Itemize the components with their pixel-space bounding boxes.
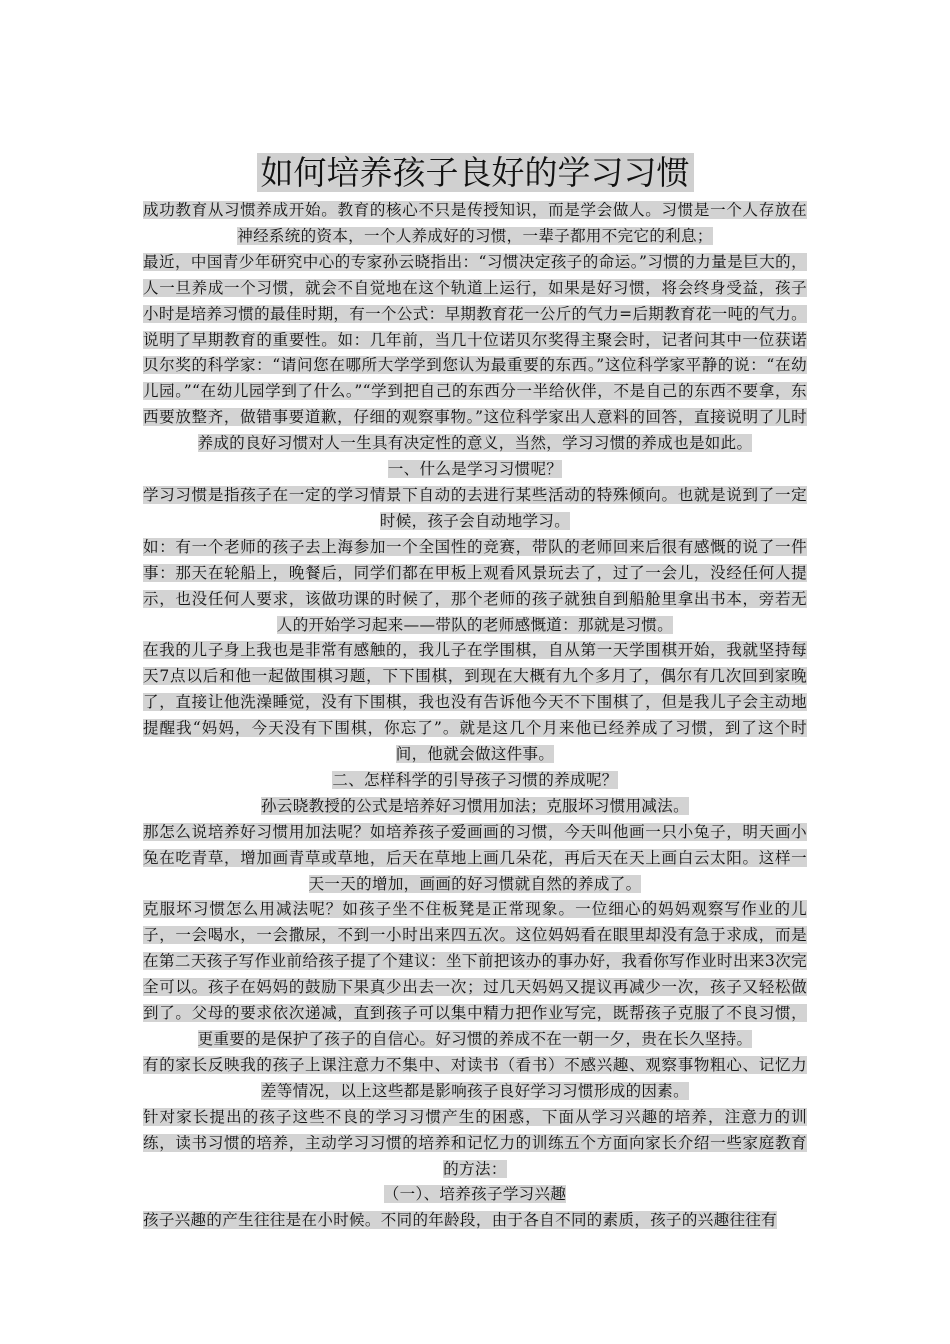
- section-heading: [143, 768, 807, 794]
- paragraph-text: 如：有一个老师的孩子去上海参加一个全国性的竞赛，带队的老师回来后很有感慨的说了一件事：那天在轮船上，晚餐后，同学们都在甲板上观看风景玩去了，过了一会儿，没经任何人提示，也没任何人要求，该做功课的时候了，那个老师的孩子就独自到船舱里拿出书本，旁若无人的开始学习起来——带队的老师感慨道：那就是习惯。: [143, 537, 807, 634]
- paragraph-text: 最近，中国青少年研究中心的专家孙云晓指出：“习惯决定孩子的命运。”习惯的力量是巨大的，人一旦养成一个习惯，就会不自觉地在这个轨道上运行，如果是好习惯，将会终身受益，孩子小时是培养习惯的最佳时期，有一个公式：早期教育花一公斤的气力=后期教育花一吨的气力。说明了早期教育的重要性。如：几年前，当几十位诺贝尔奖得主聚会时，记者问其中一位获诺贝尔奖的科学家：“请问您在哪所大学学到您认为最重要的东西。”这位科学家平静的说：“在幼儿园。”“在幼儿园学到了什么。”“学到把自己的东西分一半给伙伴，不是自己的东西不要拿，东西要放整齐，做错事要道歉，仔细的观察事物。”这位科学家出人意料的回答，直接说明了儿时养成的良好习惯对人一生具有决定性的意义，当然，学习习惯的养成也是如此。: [143, 252, 807, 453]
- formula-line: [143, 794, 807, 820]
- paragraph-text: 针对家长提出的孩子这些不良的学习习惯产生的困惑，下面从学习兴趣的培养，注意力的训练，读书习惯的培养，主动学习习惯的培养和记忆力的训练五个方面向家长介绍一些家庭教育的方法：: [143, 1107, 807, 1178]
- paragraph: [143, 250, 807, 457]
- paragraph: [143, 483, 807, 535]
- document-body: [143, 198, 807, 1234]
- subsection-heading: [143, 1182, 807, 1208]
- paragraph: [143, 1053, 807, 1105]
- document-title-text: 如何培养孩子良好的学习习惯: [257, 153, 694, 192]
- paragraph-text: 成功教育从习惯养成开始。教育的核心不只是传授知识，而是学会做人。习惯是一个人存放在神经系统的资本，一个人养成好的习惯，一辈子都用不完它的利息；: [143, 201, 807, 245]
- paragraph: [143, 638, 807, 768]
- paragraph: [143, 535, 807, 639]
- paragraph: [143, 1105, 807, 1183]
- paragraph-text: 那怎么说培养好习惯用加法呢？如培养孩子爱画画的习惯，今天叫他画一只小兔子，明天画小兔在吃青草，增加画青草或草地，后天在草地上画几朵花，再后天在天上画白云太阳。这样一天一天的增加，画画的好习惯就自然的养成了。: [143, 822, 807, 893]
- paragraph: [143, 897, 807, 1052]
- subsection-heading-text: （一）、培养孩子学习兴趣: [383, 1185, 567, 1204]
- section-heading: [143, 457, 807, 483]
- section-heading-text: 二、怎样科学的引导孩子习惯的养成呢？: [332, 770, 618, 789]
- paragraph-text: 孩子兴趣的产生往往是在小时候。不同的年龄段，由于各自不同的素质，孩子的兴趣往往有: [143, 1211, 778, 1230]
- paragraph-text: 在我的儿子身上我也是非常有感触的，我儿子在学围棋，自从第一天学围棋开始，我就坚持每天7点以后和他一起做围棋习题，下下围棋，到现在大概有九个多月了，偶尔有几次回到家晚了，直接让他洗澡睡觉，没有下围棋，我也没有告诉他今天不下围棋了，但是我儿子会主动地提醒我“妈妈，今天没有下围棋，你忘了”。就是这几个月来他已经养成了习惯，到了这个时间，他就会做这件事。: [143, 641, 807, 764]
- formula-line-text: 孙云晓教授的公式是培养好习惯用加法；克服坏习惯用减法。: [261, 796, 689, 815]
- section-heading-text: 一、什么是学习习惯呢？: [387, 460, 563, 479]
- paragraph-text: 学习习惯是指孩子在一定的学习情景下自动的去进行某些活动的特殊倾向。也就是说到了一定时候，孩子会自动地学习。: [143, 485, 807, 530]
- paragraph: [143, 198, 807, 250]
- paragraph: [143, 820, 807, 898]
- document-title: [0, 150, 950, 196]
- paragraph: [143, 1208, 807, 1234]
- paragraph-text: 克服坏习惯怎么用减法呢？如孩子坐不住板凳是正常现象。一位细心的妈妈观察写作业的儿子，一会喝水，一会撒尿，不到一小时出来四五次。这位妈妈看在眼里却没有急于求成，而是在第二天孩子写作业前给孩子提了个建议：坐下前把该办的事办好，我看你写作业时出来3次完全可以。孩子在妈妈的鼓励下果真少出去一次；过几天妈妈又提议再减少一次，孩子又轻松做到了。父母的要求依次递减，直到孩子可以集中精力把作业写完，既帮孩子克服了不良习惯，更重要的是保护了孩子的自信心。好习惯的养成不在一朝一夕，贵在长久坚持。: [143, 900, 807, 1048]
- paragraph-text: 有的家长反映我的孩子上课注意力不集中、对读书（看书）不感兴趣、观察事物粗心、记忆力差等情况，以上这些都是影响孩子良好学习习惯形成的因素。: [143, 1055, 807, 1100]
